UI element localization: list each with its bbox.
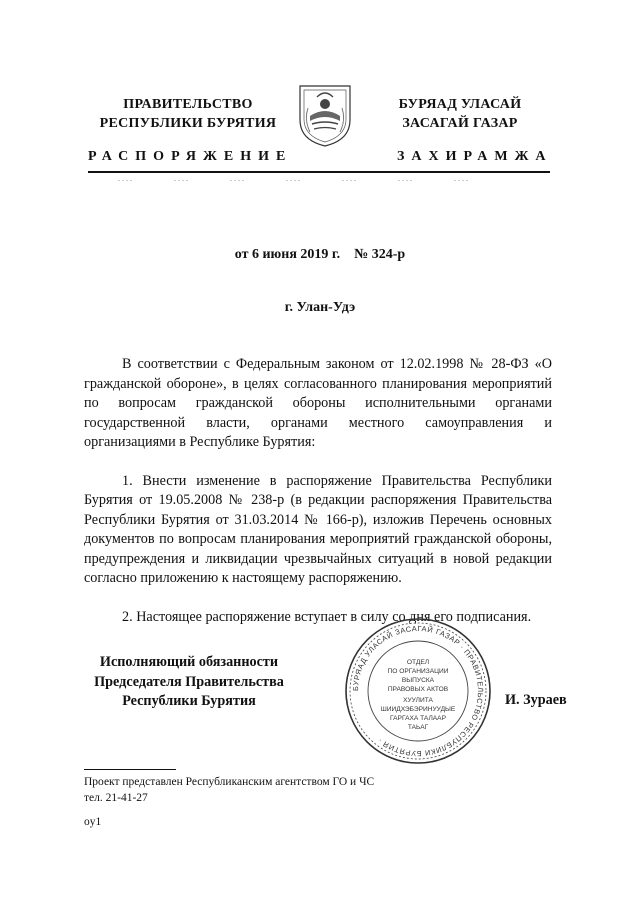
footer-rule	[84, 769, 176, 770]
stamp-line6: ШИИДХЭБЭРИНУУДЫЕ	[380, 706, 456, 713]
header-left-line2: РЕСПУБЛИКИ БУРЯТИЯ	[99, 116, 277, 131]
header-rule	[88, 171, 550, 173]
signatory-title	[78, 653, 300, 712]
stamp-line2: ПО ОРГАНИЗАЦИИ	[387, 668, 449, 675]
coat-of-arms-icon	[296, 80, 354, 148]
header-right	[380, 95, 540, 133]
document-kind-right: ЗАХИРАМЖА	[397, 149, 553, 164]
stamp-line3: ВЫПУСКА	[401, 677, 435, 684]
stamp-ring-text: БУРЯАД УЛАСАЙ ЗАСАГАЙ ГАЗАР · ПРАВИТЕЛЬСТВО РЕСПУБЛИКИ БУРЯТИЯ ·	[350, 623, 486, 759]
signatory-title-line2: Председателя Правительства	[94, 673, 284, 690]
header-left	[98, 95, 278, 133]
stamp-line7: ГАРГАХА ТАЛААР	[390, 715, 446, 722]
header-right-line1: БУРЯАД УЛАСАЙ	[398, 97, 522, 112]
item2-paragraph: 2. Настоящее распоряжение вступает в силу со дня его подписания.	[122, 608, 532, 625]
footer-code: oy1	[84, 816, 102, 828]
header-right-line2: ЗАСАГАЙ ГАЗАР	[402, 116, 518, 131]
official-stamp	[343, 616, 493, 766]
stamp-line8: ТАЬАГ	[407, 724, 429, 731]
header-dotted-line: .... .... .... .... .... .... ....	[118, 174, 470, 183]
footer-project: Проект представлен Республиканским агентством ГО и ЧС	[84, 776, 375, 788]
footer	[84, 774, 374, 830]
header-left-line1: ПРАВИТЕЛЬСТВО	[123, 97, 253, 112]
date-number: от 6 июня 2019 г. № 324-р	[234, 247, 406, 262]
stamp-line1: ОТДЕЛ	[406, 659, 430, 666]
signatory-title-line3: Республики Бурятия	[122, 693, 256, 709]
item1-paragraph: 1. Внести изменение в распоряжение Правительства Республики Бурятия от 19.05.2008 № 238-р (в редакции распоряжения Правительства Республики Бурятия от 31.03.2014 № 166-р), изложив Перечень основных документов по вопросам планирования мероприятий гражданской обороны, предупреждения и ликвидации чрезвычайных ситуаций в новой редакции согласно приложению к настоящему распоряжению.	[84, 472, 552, 586]
document-kind-left: РАСПОРЯЖЕНИЕ	[88, 149, 293, 164]
signatory-name: И. Зураев	[505, 692, 567, 708]
signatory-title-line1: Исполняющий обязанности	[99, 654, 279, 670]
footer-phone: тел. 21-41-27	[84, 792, 148, 804]
stamp-line4: ПРАВОВЫХ АКТОВ	[387, 686, 449, 693]
document-body	[84, 355, 552, 627]
city: г. Улан-Удэ	[284, 300, 356, 315]
stamp-line5: ХУУЛИТА	[403, 697, 433, 704]
preamble-paragraph: В соответствии с Федеральным законом от 12.02.1998 № 28-ФЗ «О гражданской обороне», в целях согласованного планирования мероприятий по вопросам гражданской обороны исполнительными органами государственной власти, органами местного самоуправления и организациями в Республике Бурятия:	[84, 356, 552, 450]
